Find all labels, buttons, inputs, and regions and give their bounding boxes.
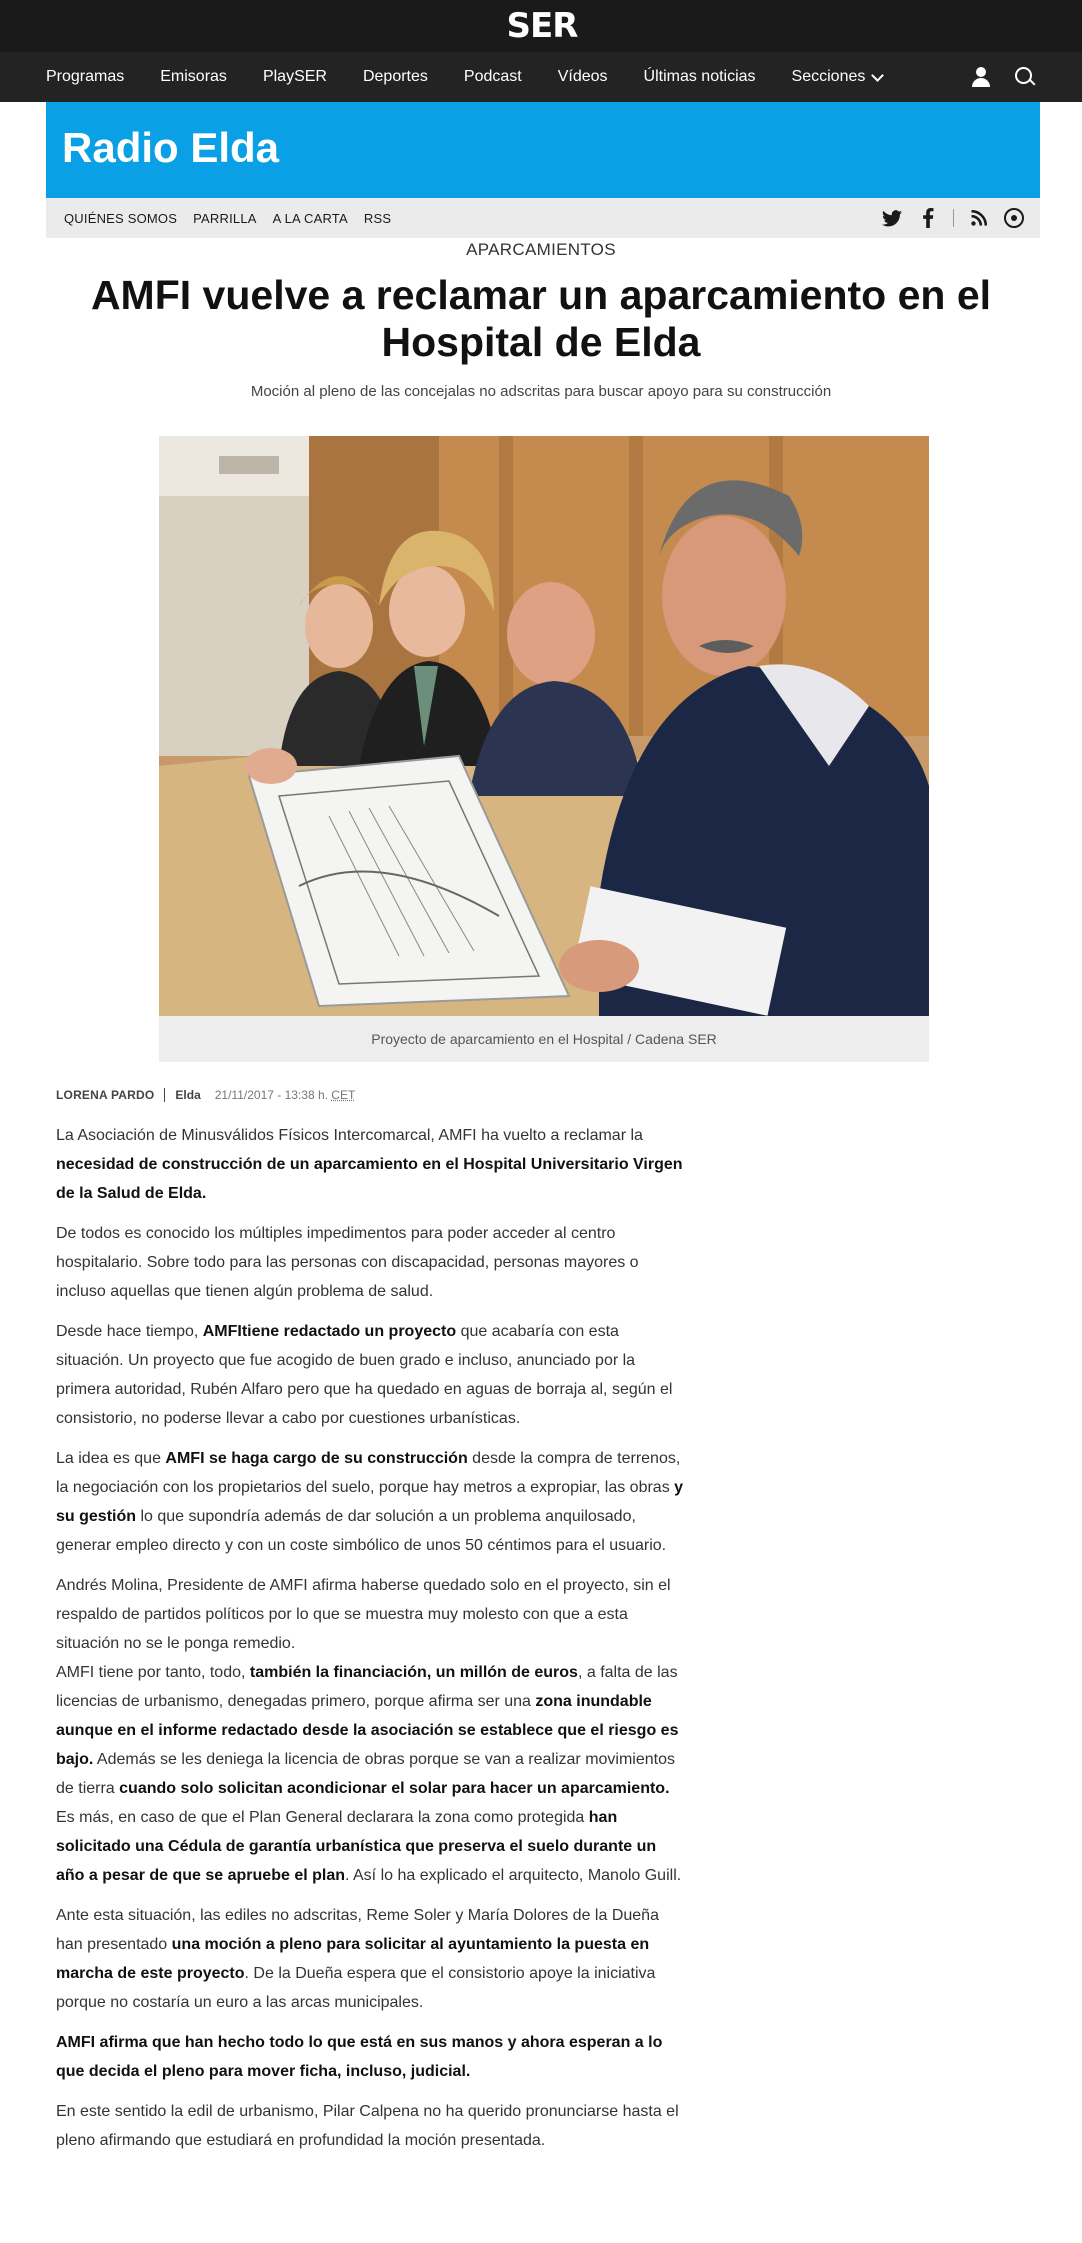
station-subnav	[46, 198, 1040, 238]
paragraph-4	[56, 1444, 688, 1560]
p4-text-a: La idea es que	[56, 1450, 166, 1467]
link-a-la-carta[interactable]: A LA CARTA	[272, 210, 348, 226]
paragraph-1	[56, 1121, 688, 1208]
paragraph-3	[56, 1317, 688, 1433]
byline	[56, 1088, 355, 1102]
nav-item-ultimas-noticias[interactable]: Últimas noticias	[643, 68, 756, 85]
article-photo[interactable]	[159, 436, 929, 1016]
p6-text-a: AMFI tiene por tanto, todo,	[56, 1664, 250, 1681]
p4-bold-a: AMFI se haga cargo de su construcción	[165, 1450, 468, 1467]
station-banner	[46, 102, 1040, 198]
p6-text-c: Además se les deniega la licencia de obras porque se van a realizar movimientos de tierra	[56, 1751, 675, 1797]
twitter-icon[interactable]	[881, 207, 903, 229]
link-rss[interactable]: RSS	[363, 210, 392, 226]
article-body	[56, 1121, 688, 2166]
p3-text-a: Desde hace tiempo,	[56, 1323, 203, 1340]
station-name[interactable]: Radio Elda	[62, 124, 280, 171]
secciones-label: Secciones	[791, 68, 866, 85]
p6-text-b: , a falta de las licencias de urbanismo, denegadas primero, porque afirma ser una	[56, 1664, 678, 1710]
paragraph-8	[56, 2028, 688, 2086]
publish-date-text: 21/11/2017 - 13:38 h.	[214, 1088, 328, 1102]
p1-text: La Asociación de Minusválidos Físicos Intercomarcal, AMFI ha vuelto a reclamar la	[56, 1127, 643, 1144]
chevron-down-icon	[872, 69, 885, 82]
rss-icon[interactable]	[968, 207, 990, 229]
link-quienes-somos[interactable]: QUIÉNES SOMOS	[64, 210, 178, 226]
podcast-icon[interactable]	[1004, 208, 1024, 228]
top-bar	[0, 0, 1082, 52]
p4-text-b: desde la compra de terrenos, la negociación con los propietarios del suelo, porque hay metros a expropiar, las obras	[56, 1450, 681, 1496]
article-subtitle: Moción al pleno de las concejalas no adscritas para buscar apoyo para su construcción	[250, 383, 832, 400]
article-title: AMFI vuelve a reclamar un aparcamiento en el Hospital de Elda	[90, 272, 992, 365]
nav-list	[46, 52, 918, 102]
p7-text-a: Ante esta situación, las ediles no adscritas, Reme Soler y María Dolores de la Dueña han presentado	[56, 1907, 659, 1953]
nav-item-playser[interactable]: PlaySER	[262, 68, 327, 85]
p1-bold: necesidad de construcción de un aparcamiento en el Hospital Universitario Virgen de la Salud de Elda.	[56, 1156, 683, 1202]
p6-text-d: Es más, en caso de que el Plan General declarara la zona como protegida	[56, 1809, 589, 1826]
p7-bold: una moción a pleno para solicitar al ayuntamiento la puesta en marcha de este proyecto	[56, 1936, 650, 1982]
p7-text-b: . De la Dueña espera que el consistorio apoye la iniciativa porque no costaría un euro a las arcas municipales.	[56, 1965, 656, 2011]
location-tag[interactable]: Elda	[175, 1088, 201, 1102]
nav-item-videos[interactable]: Vídeos	[557, 68, 608, 85]
p6-bold-d: han solicitado una Cédula de garantía urbanística que preserva el suelo durante un año a pesar de que se apruebe el plan	[56, 1809, 657, 1884]
article-kicker[interactable]: APARCAMIENTOS	[466, 240, 616, 259]
nav-item-deportes[interactable]: Deportes	[362, 68, 428, 85]
p6-bold-c: cuando solo solicitan acondicionar el solar para hacer un aparcamiento.	[119, 1780, 670, 1797]
nav-icons	[970, 52, 1036, 102]
main-nav	[0, 52, 1082, 102]
p4-bold-b: y su gestión	[56, 1479, 684, 1525]
station-links	[64, 198, 391, 238]
user-icon[interactable]	[970, 66, 992, 88]
nav-item-emisoras[interactable]: Emisoras	[160, 68, 227, 85]
p6-bold-a: también la financiación, un millón de euros	[249, 1664, 578, 1681]
paragraph-7	[56, 1901, 688, 2017]
author-name[interactable]: LORENA PARDO	[56, 1088, 155, 1102]
p4-text-c: lo que supondría además de dar solución a un problema anquilosado, generar empleo directo y con un coste simbólico de unos 50 céntimos para el usuario.	[56, 1508, 667, 1554]
p6-text-e: . Así lo ha explicado el arquitecto, Manolo Guill.	[345, 1867, 682, 1884]
search-icon[interactable]	[1014, 66, 1036, 88]
publish-date	[215, 1088, 356, 1102]
paragraph-9: En este sentido la edil de urbanismo, Pilar Calpena no ha querido pronunciarse hasta el pleno afirmando que estudiará en profundidad la moción presentada.	[56, 2103, 679, 2149]
nav-item-secciones[interactable]	[792, 68, 883, 86]
nav-item-programas[interactable]: Programas	[46, 68, 125, 85]
facebook-icon[interactable]	[917, 207, 939, 229]
social-links	[881, 198, 1024, 238]
social-divider	[953, 209, 954, 227]
link-parrilla[interactable]: PARRILLA	[193, 210, 257, 226]
p8-bold: AMFI afirma que han hecho todo lo que está en sus manos y ahora esperan a lo que decida el pleno para mover ficha, incluso, judicial.	[56, 2034, 663, 2080]
timezone-abbr: CET	[331, 1088, 356, 1102]
byline-divider	[164, 1088, 165, 1102]
paragraph-2: De todos es conocido los múltiples impedimentos para poder acceder al centro hospitalario. Sobre todo para las personas con discapacidad, personas mayores o incluso aquellas que tienen algún problema de salud.	[56, 1225, 639, 1300]
paragraph-5: Andrés Molina, Presidente de AMFI afirma haberse quedado solo en el proyecto, sin el respaldo de partidos políticos por lo que se muestra muy molesto con que a esta situación no se le ponga remedio.	[56, 1577, 671, 1652]
p3-text-b: que acabaría con esta situación. Un proyecto que fue acogido de buen grado e incluso, anunciado por la primera autoridad, Rubén Alfaro pero que ha quedado en aguas de borraja al, según el consistorio, no poderse llevar a cabo por cuestiones urbanísticas.	[56, 1323, 673, 1427]
p6-bold-b: zona inundable aunque en el informe redactado desde la asociación se establece que el riesgo es bajo.	[56, 1693, 679, 1768]
nav-item-podcast[interactable]: Podcast	[463, 68, 522, 85]
photo-caption: Proyecto de aparcamiento en el Hospital / Cadena SER	[159, 1016, 929, 1062]
paragraph-6	[56, 1658, 688, 1890]
p3-bold: AMFItiene redactado un proyecto	[202, 1323, 457, 1340]
ser-logo[interactable]: SER	[506, 6, 578, 46]
